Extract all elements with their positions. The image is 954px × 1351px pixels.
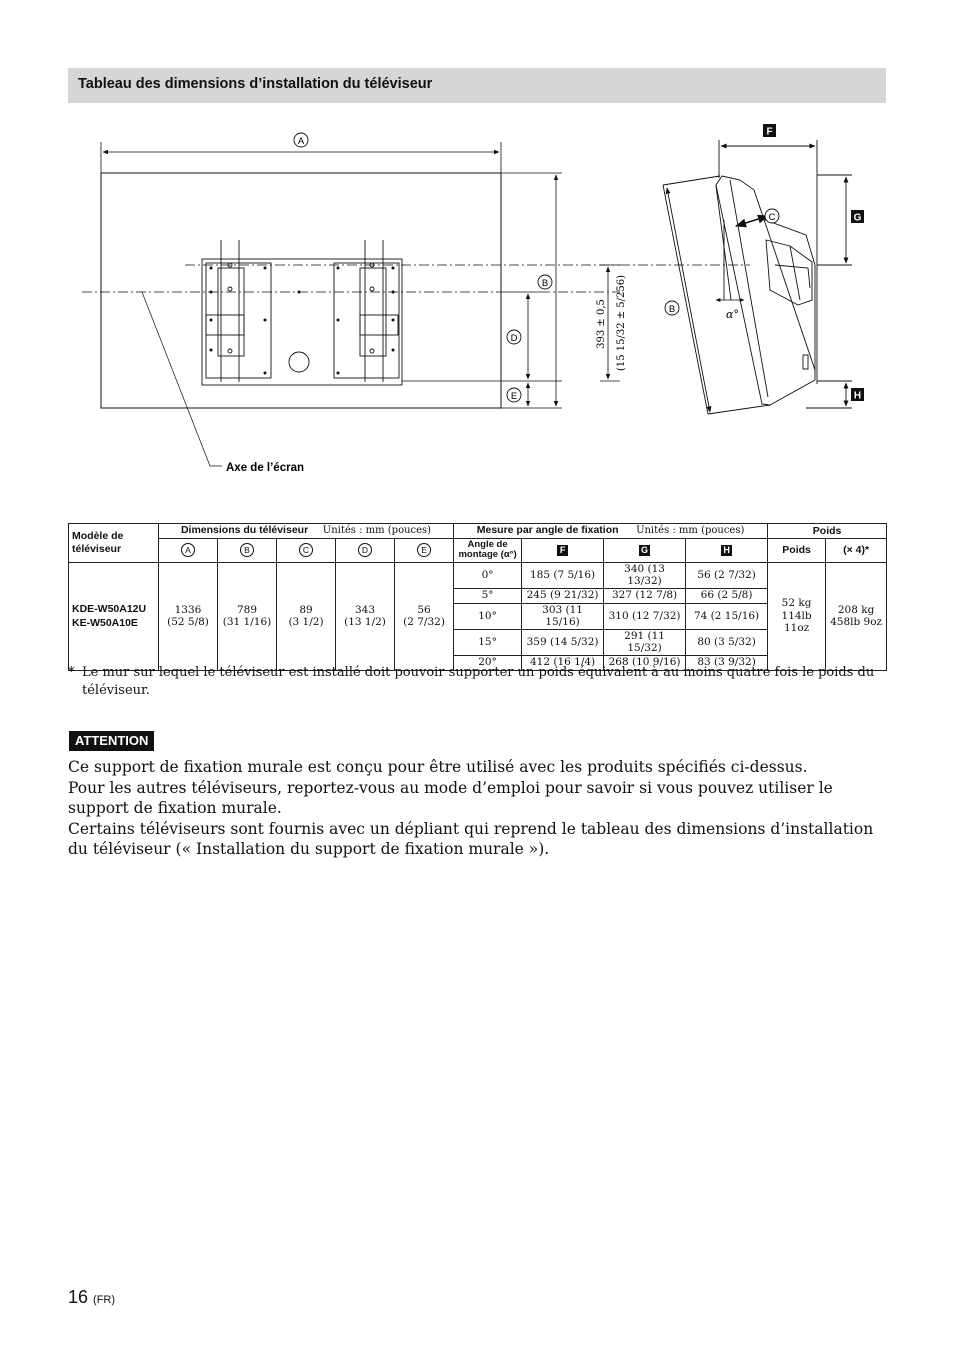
label-d: D	[510, 333, 518, 344]
label-h: H	[853, 390, 862, 402]
label-g: G	[853, 212, 862, 224]
attention-body	[68, 757, 886, 860]
dim-c-cell: 89 (3 1/2)	[277, 562, 336, 670]
g-cell: 340 (13 13/32)	[604, 562, 686, 588]
weight-x4-header: (× 4)*	[826, 538, 887, 562]
col-h-header: H	[686, 538, 768, 562]
paragraph: Certains téléviseurs sont fournis avec un dépliant qui reprend le tableau des dimensions d’installation du téléviseur (« Installation du support de fixation murale »).	[68, 819, 874, 858]
dim-a-cell: 1336 (52 5/8)	[159, 562, 218, 670]
angle-cell: 5°	[454, 588, 522, 603]
mount-header: Mesure par angle de fixation Unités : mm (pouces)	[454, 524, 768, 539]
dim-e-cell: 56 (2 7/32)	[395, 562, 454, 670]
f-cell: 359 (14 5/32)	[522, 629, 604, 655]
dimensions-table	[68, 523, 887, 671]
axis-leader	[142, 292, 222, 466]
attention-badge: ATTENTION	[69, 731, 154, 751]
g-cell: 327 (12 7/8)	[604, 588, 686, 603]
g-cell: 268 (10 9/16)	[604, 655, 686, 670]
f-cell: 185 (7 5/16)	[522, 562, 604, 588]
wall-bracket	[202, 240, 402, 385]
h-cell: 80 (3 5/32)	[686, 629, 768, 655]
angle-cell: 20°	[454, 655, 522, 670]
label-a: A	[297, 136, 305, 147]
weight-cell: 52 kg 114lb 11oz	[768, 562, 826, 670]
angle-cell: 15°	[454, 629, 522, 655]
col-b-header: B	[218, 538, 277, 562]
model-cell: KDE-W50A12U KE-W50A10E	[69, 562, 159, 670]
col-e-header: E	[395, 538, 454, 562]
label-f: F	[766, 126, 773, 138]
g-cell: 310 (12 7/32)	[604, 603, 686, 629]
tv-front-outline	[101, 173, 501, 408]
h-cell: 74 (2 15/16)	[686, 603, 768, 629]
axis-label: Axe de l’écran	[226, 462, 304, 474]
label-e: E	[510, 391, 518, 402]
col-f-header: F	[522, 538, 604, 562]
col-g-header: G	[604, 538, 686, 562]
f-cell: 245 (9 21/32)	[522, 588, 604, 603]
dimension-393-inch-text: (15 15/32 ± 5/256)	[616, 274, 627, 372]
angle-cell: 0°	[454, 562, 522, 588]
tv-dims-header: Dimensions du téléviseur Unités : mm (pouces)	[159, 524, 454, 539]
label-b-front: B	[541, 278, 549, 289]
footnote	[68, 664, 886, 700]
alpha-label: α°	[726, 308, 739, 321]
footnote-marker: *	[68, 665, 75, 680]
col-a-header: A	[159, 538, 218, 562]
footnote-text: Le mur sur lequel le téléviseur est installé doit pouvoir supporter un poids équivalent à au moins quatre fois le poids du téléviseur.	[82, 665, 875, 698]
f-cell: 412 (16 1/4)	[522, 655, 604, 670]
page-number: 16 (FR)	[68, 1287, 116, 1307]
tv-side-view	[663, 140, 852, 414]
col-c-header: C	[277, 538, 336, 562]
g-cell: 291 (11 15/32)	[604, 629, 686, 655]
weight-sub-header: Poids	[768, 538, 826, 562]
col-d-header: D	[336, 538, 395, 562]
h-cell: 83 (3 9/32)	[686, 655, 768, 670]
paragraph: Pour les autres téléviseurs, reportez-vous au mode d’emploi pour savoir si vous pouvez utiliser le support de fixation murale.	[68, 778, 833, 817]
table-row	[69, 562, 887, 588]
model-header: Modèle de téléviseur	[69, 524, 159, 563]
label-b-side: B	[668, 304, 676, 315]
f-cell: 303 (11 15/16)	[522, 603, 604, 629]
label-c: C	[768, 212, 776, 223]
weight-x4-cell: 208 kg 458lb 9oz	[826, 562, 887, 670]
dim-d-cell: 343 (13 1/2)	[336, 562, 395, 670]
weight-header: Poids	[768, 524, 887, 539]
angle-header: Angle de montage (α°)	[454, 538, 522, 562]
h-cell: 56 (2 7/32)	[686, 562, 768, 588]
dimension-393-text: 393 ± 0,5	[596, 299, 607, 349]
angle-cell: 10°	[454, 603, 522, 629]
h-cell: 66 (2 5/8)	[686, 588, 768, 603]
section-title: Tableau des dimensions d’installation du téléviseur	[78, 76, 433, 92]
installation-diagram	[0, 0, 954, 500]
dim-b-cell: 789 (31 1/16)	[218, 562, 277, 670]
paragraph: Ce support de fixation murale est conçu pour être utilisé avec les produits spécifiés ci-dessus.	[68, 758, 808, 776]
